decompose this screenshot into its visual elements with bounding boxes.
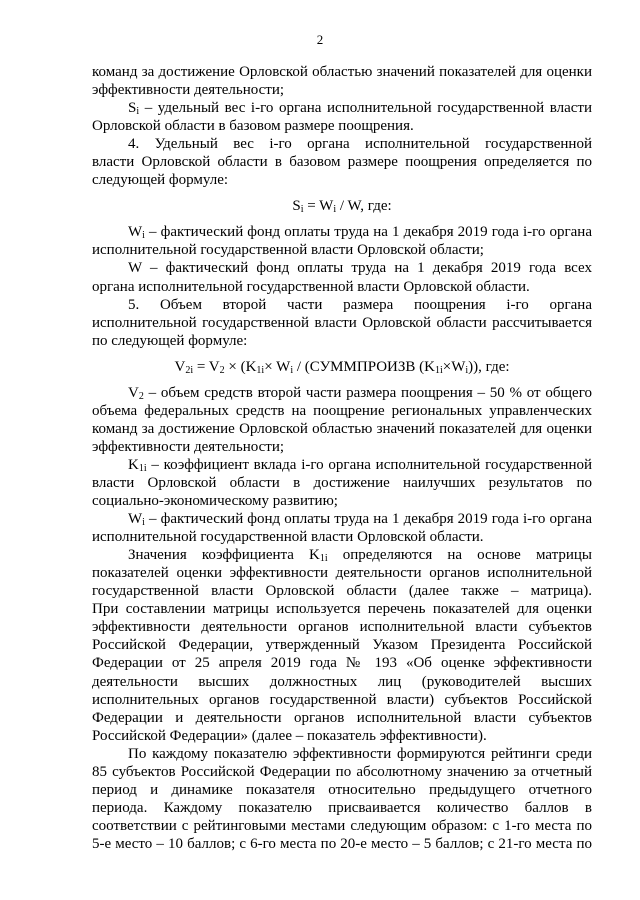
text-line: государственной власти Орловской области (далее также – матрица). bbox=[92, 583, 592, 600]
text-line: 4. Удельный вес i-го органа исполнительной государственной bbox=[128, 136, 592, 153]
text-line bbox=[92, 223, 592, 241]
subscript: 2 bbox=[219, 364, 225, 376]
text-line: 85 субъектов Российской Федерации по абсолютному значению за отчетный bbox=[92, 763, 592, 780]
text-line: исполнительной государственной власти Орловской области. bbox=[92, 529, 484, 546]
text-line: по следующей формуле: bbox=[92, 332, 248, 349]
text-line: следующей формуле: bbox=[92, 172, 229, 189]
text-line: эффективности деятельности; bbox=[92, 438, 285, 455]
text-line: периода. Каждому показателю присваивается количество баллов в bbox=[92, 799, 592, 816]
formula-1 bbox=[92, 197, 592, 215]
text-line: исполнительной государственной власти Орловской области рассчитывается bbox=[92, 314, 592, 331]
subscript: 2i bbox=[185, 364, 194, 376]
text-line: По каждому показателю эффективности формируются рейтинги среди bbox=[128, 745, 592, 762]
text-line: команд за достижение Орловской областью значений показателей для оценки bbox=[92, 420, 592, 437]
formula-part: S bbox=[292, 198, 301, 215]
text-line: Федерации от 25 апреля 2019 года № 193 «Об оценке эффективности bbox=[92, 655, 592, 672]
subscript: i bbox=[136, 106, 140, 118]
text-line: Орловской области в базовом размере поощрения. bbox=[92, 118, 414, 135]
text-line: исполнительной государственной власти Орловской области; bbox=[92, 242, 484, 259]
formula-part: ×W bbox=[442, 358, 466, 375]
subscript: i bbox=[290, 364, 294, 376]
formula-2 bbox=[92, 358, 592, 376]
text: – коэффициент вклада i-го органа исполнительной государственной bbox=[146, 456, 592, 473]
formula-part: × W bbox=[264, 358, 291, 375]
text-line: соответствии с рейтинговыми местами следующим образом: с 1-го места по bbox=[92, 817, 592, 834]
text-line: команд за достижение Орловской областью значений показателей для оценки bbox=[92, 64, 592, 80]
text-line: Российской Федерации, утвержденный Указом Президента Российской bbox=[92, 637, 592, 654]
text-line bbox=[92, 99, 592, 117]
formula-part: / W, где: bbox=[336, 198, 392, 215]
text: – удельный вес i-го органа исполнительной государственной власти bbox=[139, 100, 592, 117]
text-line bbox=[92, 456, 592, 474]
text-line: органа исполнительной государственной власти Орловской области. bbox=[92, 278, 530, 295]
subscript: 1i bbox=[434, 364, 443, 376]
formula-part: × (K bbox=[224, 358, 257, 375]
text: – объем средств второй части размера поощрения – 50 % от общего bbox=[143, 384, 592, 401]
symbol: W bbox=[128, 511, 143, 528]
formula-part: = V bbox=[193, 358, 220, 375]
text-line: эффективности деятельности; bbox=[92, 82, 285, 99]
symbol: S bbox=[128, 100, 137, 117]
subscript: 1i bbox=[138, 462, 147, 474]
text-line: Федерации и деятельности органов исполнительной власти субъектов bbox=[92, 709, 592, 726]
formula-part: = W bbox=[303, 198, 334, 215]
text-line: Российской Федерации» (далее – показатель эффективности). bbox=[92, 727, 487, 744]
formula-part: )), где: bbox=[468, 358, 510, 375]
text-line bbox=[92, 510, 592, 528]
text-line: власти Орловской области в достижение наилучших результатов по bbox=[92, 474, 592, 491]
text-line: социально-экономическому развитию; bbox=[92, 493, 338, 510]
text-line: 5. Объем второй части размера поощрения i-го органа bbox=[128, 296, 592, 313]
text-line bbox=[92, 546, 592, 564]
text-line bbox=[92, 384, 592, 402]
subscript: i bbox=[142, 517, 145, 529]
text-line: власти Орловской области в базовом размере поощрения определяется по bbox=[92, 154, 592, 171]
subscript: i bbox=[300, 204, 304, 216]
subscript: i bbox=[465, 364, 469, 376]
subscript: 1i bbox=[319, 553, 328, 565]
text-line: W – фактический фонд оплаты труда на 1 декабря 2019 года всех bbox=[128, 260, 592, 277]
document-body bbox=[92, 63, 592, 853]
symbol: V bbox=[128, 384, 139, 401]
text-line: показателей оценки эффективности деятельности органов исполнительной bbox=[92, 565, 592, 582]
text: – фактический фонд оплаты труда на 1 декабря 2019 года i-го органа bbox=[144, 224, 592, 241]
formula-part: V bbox=[174, 358, 186, 375]
text-line: 5-е место – 10 баллов; с 6-го места по 20-е место – 5 баллов; с 21-го места по bbox=[92, 835, 592, 852]
subscript: 1i bbox=[256, 364, 265, 376]
subscript: 2 bbox=[138, 390, 144, 402]
subscript: i bbox=[333, 204, 337, 216]
page-number: 2 bbox=[316, 32, 324, 47]
text-line: период и динамике показателя относительно предыдущего отчетного bbox=[92, 781, 592, 798]
symbol: K bbox=[128, 456, 139, 473]
text-line: эффективности деятельности органов исполнительной власти субъектов bbox=[92, 619, 592, 636]
text: – фактический фонд оплаты труда на 1 декабря 2019 года i-го органа bbox=[144, 511, 592, 528]
text-line: исполнительных органов государственной власти) субъектов Российской bbox=[92, 691, 592, 708]
formula-part: / (СУММПРОИЗВ (K bbox=[293, 358, 435, 375]
subscript: i bbox=[142, 230, 145, 242]
symbol: W bbox=[128, 224, 143, 241]
text: Значения коэффициента K bbox=[128, 547, 320, 564]
text-line: деятельности высших должностных лиц (руководителей высших bbox=[92, 673, 592, 690]
text-line: объема федеральных средств на поощрение региональных управленческих bbox=[92, 402, 592, 419]
text: определяются на основе матрицы bbox=[327, 547, 592, 564]
text-line: При составлении матрицы используется перечень показателей для оценки bbox=[92, 601, 592, 618]
